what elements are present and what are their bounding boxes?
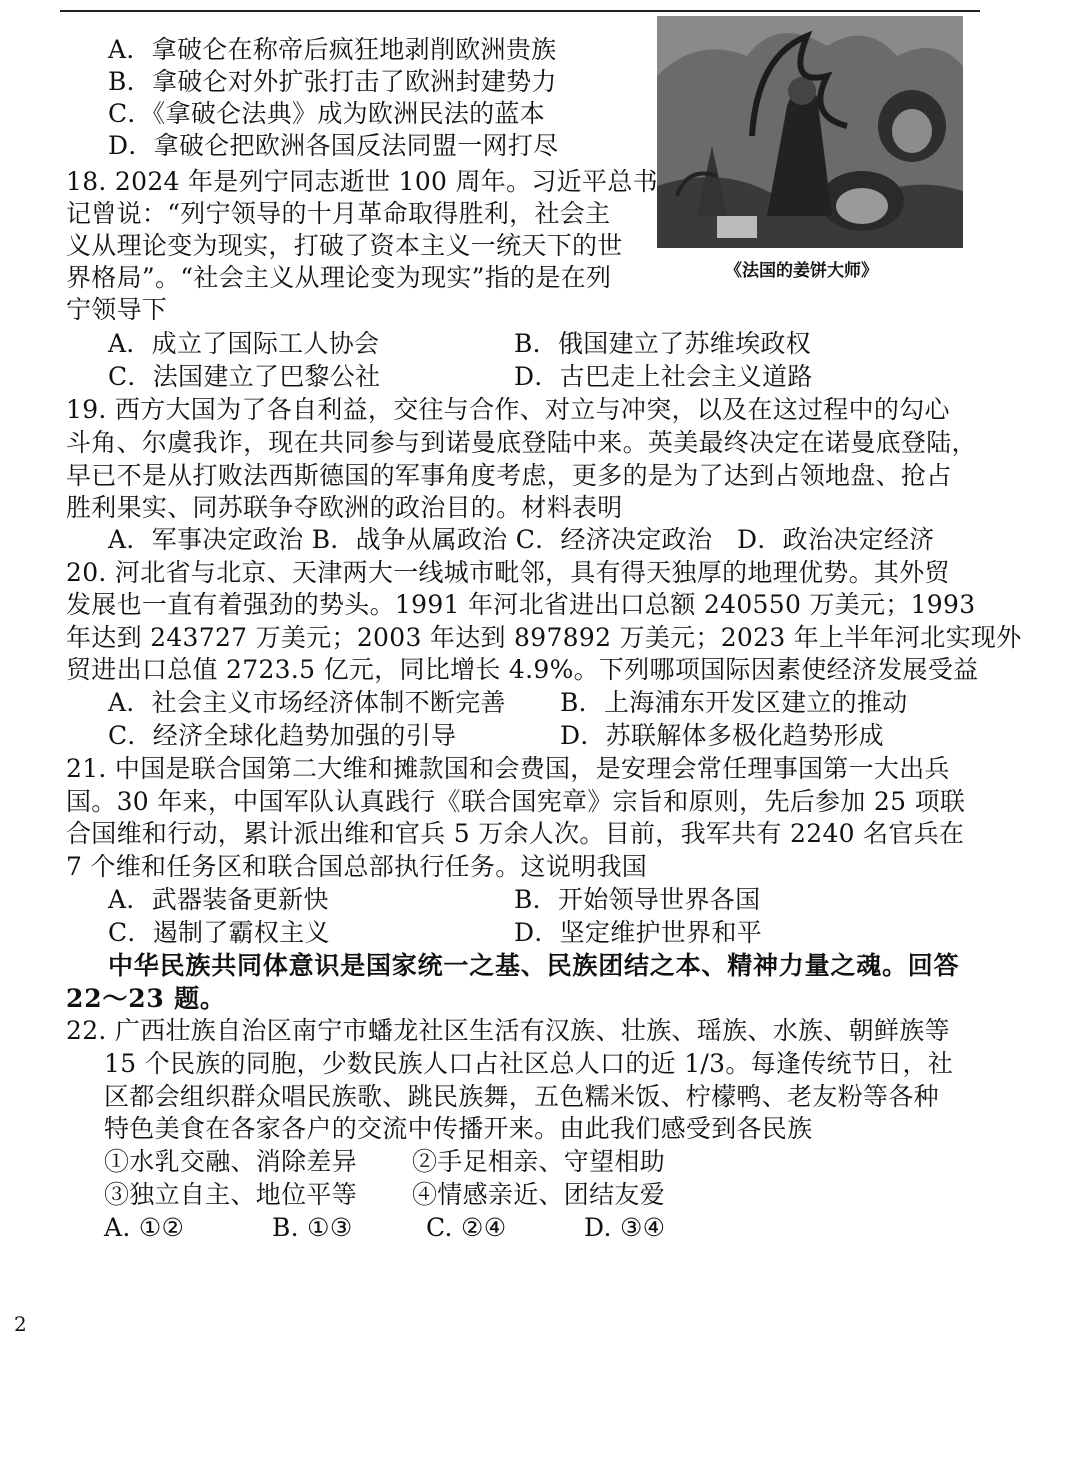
page-number: 2 xyxy=(14,1312,27,1336)
q18-option-d: D．古巴走上社会主义道路 xyxy=(514,362,813,391)
q19-stem-line-3: 早已不是从打败法西斯德国的军事角度考虑，更多的是为了达到占领地盘、抢占 xyxy=(66,461,952,490)
q22-stem-line-1: 22. 广西壮族自治区南宁市蟠龙社区生活有汉族、壮族、瑶族、水族、朝鲜族等 xyxy=(66,1016,950,1045)
q22-item-3: ③独立自主、地位平等 xyxy=(104,1180,358,1209)
q20-option-a: A．社会主义市场经济体制不断完善 xyxy=(108,688,506,717)
q18-option-a: A．成立了国际工人协会 xyxy=(108,329,380,358)
q21-option-b: B．开始领导世界各国 xyxy=(514,885,761,914)
q22-stem-line-4: 特色美食在各家各户的交流中传播开来。由此我们感受到各民族 xyxy=(104,1114,813,1143)
q18-stem-line-2: 记曾说：“列宁领导的十月革命取得胜利，社会主 xyxy=(66,199,611,228)
q20-stem-line-1: 20. 河北省与北京、天津两大一线城市毗邻，具有得天独厚的地理优势。其外贸 xyxy=(66,558,950,587)
q20-option-c: C．经济全球化趋势加强的引导 xyxy=(108,721,457,750)
top-rule xyxy=(60,10,980,12)
q18-stem-line-1: 18. 2024 年是列宁同志逝世 100 周年。习近平总书 xyxy=(66,167,658,196)
q22-item-4: ④情感亲近、团结友爱 xyxy=(412,1180,666,1209)
q17-option-b: B．拿破仑对外扩张打击了欧洲封建势力 xyxy=(108,67,557,96)
q17-option-a: A．拿破仑在称帝后疯狂地剥削欧洲贵族 xyxy=(108,35,557,64)
q18-option-b: B．俄国建立了苏维埃政权 xyxy=(514,329,811,358)
q19-stem-line-2: 斗角、尔虞我诈，现在共同参与到诺曼底登陆中来。英美最终决定在诺曼底登陆， xyxy=(66,428,977,457)
q20-option-b: B．上海浦东开发区建立的推动 xyxy=(560,688,908,717)
q22-stem-line-2: 15 个民族的同胞，少数民族人口占社区总人口的近 1/3。每逢传统节日，社 xyxy=(104,1049,954,1078)
q22-item-2: ②手足相亲、守望相助 xyxy=(412,1147,666,1176)
q22-option-a: A. ①② xyxy=(104,1213,185,1242)
q17-option-d: D．拿破仑把欧洲各国反法同盟一网打尽 xyxy=(108,131,559,160)
q20-stem-line-2: 发展也一直有着强劲的势头。1991 年河北省进出口总额 240550 万美元；1993 xyxy=(66,590,976,619)
q21-option-c: C．遏制了霸权主义 xyxy=(108,918,330,947)
q21-option-a: A．武器装备更新快 xyxy=(108,885,329,914)
q21-stem-line-2: 国。30 年来，中国军队认真践行《联合国宪章》宗旨和原则，先后参加 25 项联 xyxy=(66,787,966,816)
q21-stem-line-4: 7 个维和任务区和联合国总部执行任务。这说明我国 xyxy=(66,852,648,881)
q18-stem-line-5: 宁领导下 xyxy=(66,295,168,324)
figure-caption: 《法国的姜饼大师》 xyxy=(725,261,878,281)
q20-stem-line-3: 年达到 243727 万美元；2003 年达到 897892 万美元；2023 年上半年河北实现外 xyxy=(66,623,1022,652)
q22-option-c: C. ②④ xyxy=(426,1213,507,1242)
q20-option-d: D．苏联解体多极化趋势形成 xyxy=(560,721,884,750)
section-intro-line-1: 中华民族共同体意识是国家统一之基、民族团结之本、精神力量之魂。回答 xyxy=(108,951,960,980)
cartoon-illustration xyxy=(657,16,963,248)
q22-item-1: ①水乳交融、消除差异 xyxy=(104,1147,358,1176)
q22-stem-line-3: 区都会组织群众唱民族歌、跳民族舞，五色糯米饭、柠檬鸭、老友粉等各种 xyxy=(104,1082,939,1111)
q22-option-b: B. ①③ xyxy=(272,1213,353,1242)
q17-option-c: C．《拿破仑法典》成为欧洲民法的蓝本 xyxy=(108,99,546,128)
q21-stem-line-3: 合国维和行动，累计派出维和官兵 5 万余人次。目前，我军共有 2240 名官兵在 xyxy=(66,819,965,848)
q22-option-d: D. ③④ xyxy=(584,1213,666,1242)
q18-stem-line-3: 义从理论变为现实，打破了资本主义一统天下的世 xyxy=(66,231,623,260)
section-intro-line-2: 22～23 题。 xyxy=(66,984,226,1013)
q18-stem-line-4: 界格局”。“社会主义从理论变为现实”指的是在列 xyxy=(66,263,612,292)
q20-stem-line-4: 贸进出口总值 2723.5 亿元，同比增长 4.9%。下列哪项国际因素使经济发展受益 xyxy=(66,655,979,684)
q21-stem-line-1: 21. 中国是联合国第二大维和摊款国和会费国，是安理会常任理事国第一大出兵 xyxy=(66,754,950,783)
q19-options: A．军事决定政治 B．战争从属政治 C．经济决定政治 D．政治决定经济 xyxy=(108,525,935,554)
q19-stem-line-1: 19. 西方大国为了各自利益，交往与合作、对立与冲突，以及在这过程中的勾心 xyxy=(66,395,950,424)
q18-option-c: C．法国建立了巴黎公社 xyxy=(108,362,381,391)
q21-option-d: D．坚定维护世界和平 xyxy=(514,918,763,947)
q19-stem-line-4: 胜利果实、同苏联争夺欧洲的政治目的。材料表明 xyxy=(66,493,623,522)
